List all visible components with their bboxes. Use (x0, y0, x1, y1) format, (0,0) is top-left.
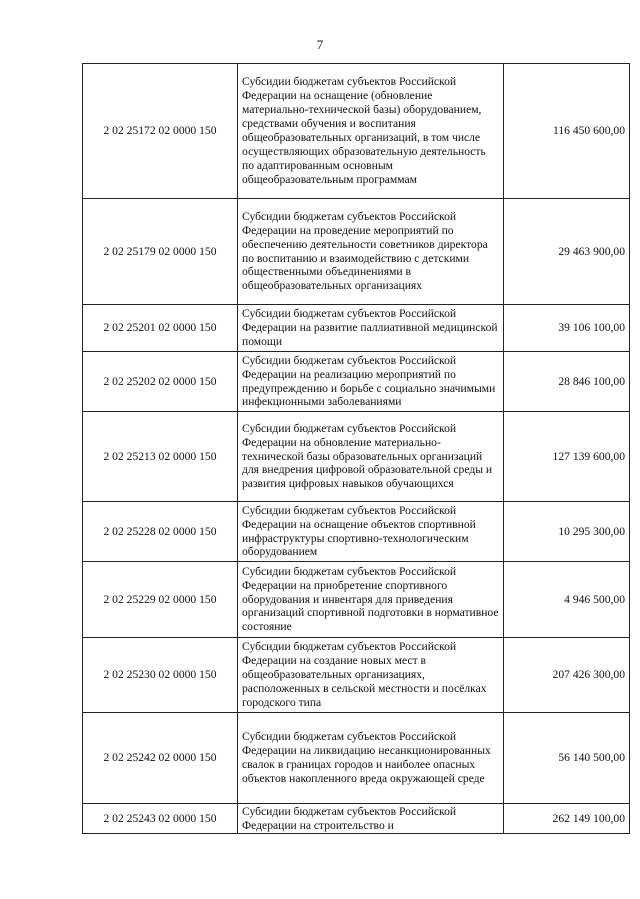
budget-code: 2 02 25242 02 0000 150 (83, 713, 238, 804)
budget-amount: 29 463 900,00 (504, 199, 630, 305)
budget-description: Субсидии бюджетам субъектов Российской Федерации на ликвидацию несанкционированных свалок в границах городов и наиболее опасных объектов накопленного вреда окружающей среде (238, 713, 504, 804)
budget-code: 2 02 25213 02 0000 150 (83, 412, 238, 502)
table-row (83, 64, 630, 199)
budget-amount: 127 139 600,00 (504, 412, 630, 502)
budget-amount: 10 295 300,00 (504, 502, 630, 562)
budget-code: 2 02 25243 02 0000 150 (83, 804, 238, 834)
table-row (83, 412, 630, 502)
table-row (83, 713, 630, 804)
budget-description: Субсидии бюджетам субъектов Российской Федерации на оснащение (обновление материально-технической базы) оборудованием, средствами обучения и воспитания общеобразовательных организаций, в том числе осуществляющих образовательную деятельность по адаптированным основным общеобразовательным программам (238, 64, 504, 199)
budget-description: Субсидии бюджетам субъектов Российской Федерации на создание новых мест в общеобразовательных организациях, расположенных в сельской местности и посёлках городского типа (238, 638, 504, 713)
budget-code: 2 02 25201 02 0000 150 (83, 305, 238, 352)
budget-table (82, 63, 630, 834)
budget-code: 2 02 25229 02 0000 150 (83, 562, 238, 638)
table-row (83, 352, 630, 412)
budget-amount: 56 140 500,00 (504, 713, 630, 804)
budget-amount: 4 946 500,00 (504, 562, 630, 638)
budget-amount: 28 846 100,00 (504, 352, 630, 412)
table-row (83, 562, 630, 638)
budget-amount: 207 426 300,00 (504, 638, 630, 713)
budget-code: 2 02 25179 02 0000 150 (83, 199, 238, 305)
budget-description: Субсидии бюджетам субъектов Российской Федерации на приобретение спортивного оборудования и инвентаря для приведения организаций спортивной подготовки в нормативное состояние (238, 562, 504, 638)
budget-amount: 116 450 600,00 (504, 64, 630, 199)
budget-description: Субсидии бюджетам субъектов Российской Федерации на реализацию мероприятий по предупреждению и борьбе с социально значимыми инфекционными заболеваниями (238, 352, 504, 412)
budget-description: Субсидии бюджетам субъектов Российской Федерации на оснащение объектов спортивной инфраструктуры спортивно-технологическим оборудованием (238, 502, 504, 562)
page-number: 7 (316, 37, 324, 52)
budget-code: 2 02 25230 02 0000 150 (83, 638, 238, 713)
budget-description: Субсидии бюджетам субъектов Российской Федерации на строительство и (238, 804, 504, 834)
table-row (83, 502, 630, 562)
table-row (83, 638, 630, 713)
budget-description: Субсидии бюджетам субъектов Российской Федерации на обновление материально-технической базы образовательных организаций для внедрения цифровой образовательной среды и развития цифровых навыков обучающихся (238, 412, 504, 502)
budget-code: 2 02 25202 02 0000 150 (83, 352, 238, 412)
table-row (83, 804, 630, 834)
table-row (83, 305, 630, 352)
budget-amount: 39 106 100,00 (504, 305, 630, 352)
table-row (83, 199, 630, 305)
budget-amount: 262 149 100,00 (504, 804, 630, 834)
budget-description: Субсидии бюджетам субъектов Российской Федерации на развитие паллиативной медицинской помощи (238, 305, 504, 352)
budget-description: Субсидии бюджетам субъектов Российской Федерации на проведение мероприятий по обеспечению деятельности советников директора по воспитанию и взаимодействию с детскими общественными объединениями в общеобразовательных организациях (238, 199, 504, 305)
budget-code: 2 02 25228 02 0000 150 (83, 502, 238, 562)
budget-code: 2 02 25172 02 0000 150 (83, 64, 238, 199)
